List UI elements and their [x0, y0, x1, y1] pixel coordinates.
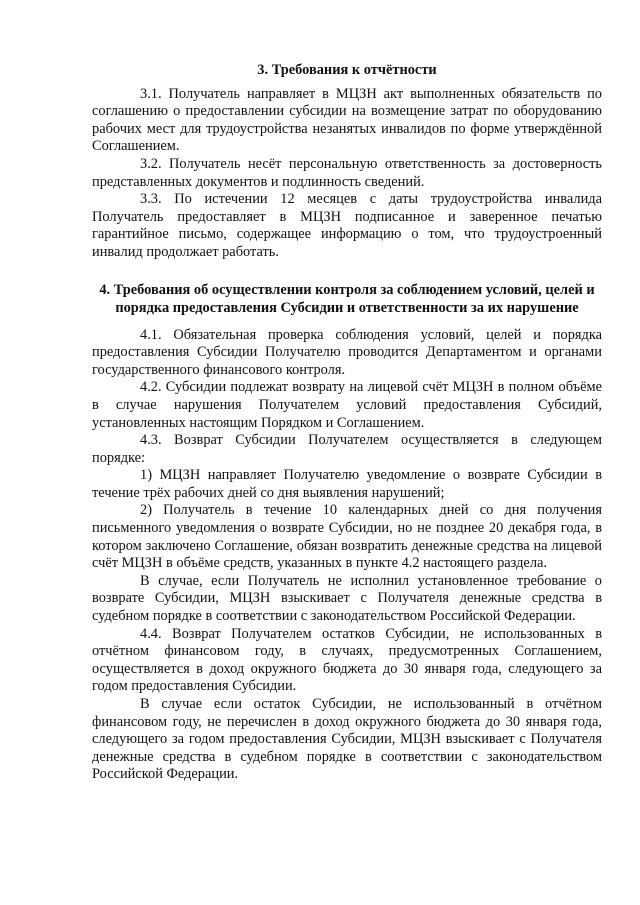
- paragraph-4-3-item-1: 1) МЦЗН направляет Получателю уведомление о возврате Субсидии в течение трёх рабочих дней со дня выявления нарушений;: [92, 467, 602, 501]
- paragraph-4-4: 4.4. Возврат Получателем остатков Субсидии, не использованных в отчётном финансовом году, в случаях, предусмотренных Соглашением, осуществляется в доход окружного бюджета до 30 января года, следующего за годом предоставления Субсидии.: [92, 625, 602, 695]
- document-page: [92, 62, 602, 784]
- paragraph-4-2: 4.2. Субсидии подлежат возврату на лицевой счёт МЦЗН в полном объёме в случае нарушения Получателем условий предоставления Субсидий, установленных настоящим Порядком и Соглашением.: [92, 379, 602, 431]
- section-4-title: 4. Требования об осуществлении контроля за соблюдением условий, целей и порядка предоставления Субсидии и ответственности за их нарушение: [99, 281, 595, 316]
- section-3-title: 3. Требования к отчётности: [257, 62, 437, 78]
- paragraph-3-2: 3.2. Получатель несёт персональную ответственность за достоверность представленных документов и подлинность сведений.: [92, 155, 602, 190]
- paragraph-4-1: 4.1. Обязательная проверка соблюдения условий, целей и порядка предоставления Субсидии Получателю проводится Департаментом и органами государственного финансового контроля.: [92, 326, 602, 378]
- paragraph-3-3: 3.3. По истечении 12 месяцев с даты трудоустройства инвалида Получатель предоставляет в МЦЗН подписанное и заверенное печатью гарантийное письмо, содержащее информацию о том, что трудоустроенный инвалид продолжает работать.: [92, 191, 602, 260]
- paragraph-4-3-recovery: В случае, если Получатель не исполнил установленное требование о возврате Субсидии, МЦЗН взыскивает с Получателя денежные средства в судебном порядке в соответствии с законодательством Российской Федерации.: [92, 572, 602, 625]
- paragraph-4-3-item-2: 2) Получатель в течение 10 календарных дней со дня получения письменного уведомления о возврате Субсидии, но не позднее 20 декабря года, в котором заключено Соглашение, обязан возвратить денежные средства на лицевой счёт МЦЗН в объёме средств, указанных в пункте 4.2 настоящего раздела.: [92, 502, 602, 572]
- paragraph-4-4-recovery: В случае если остаток Субсидии, не использованный в отчётном финансовом году, не перечислен в доход окружного бюджета до 30 января года, следующего за годом предоставления Субсидии, МЦЗН взыскивает с Получателя денежные средства в судебном порядке в соответствии с законодательством Российской Федерации.: [92, 696, 602, 783]
- paragraph-4-3: 4.3. Возврат Субсидии Получателем осуществляется в следующем порядке:: [92, 432, 602, 466]
- paragraph-3-1: 3.1. Получатель направляет в МЦЗН акт выполненных обязательств по соглашению о предоставлении субсидии на возмещение затрат по оборудованию рабочих мест для трудоустройства незанятых инвалидов по форме утверждённой Соглашением.: [92, 85, 602, 155]
